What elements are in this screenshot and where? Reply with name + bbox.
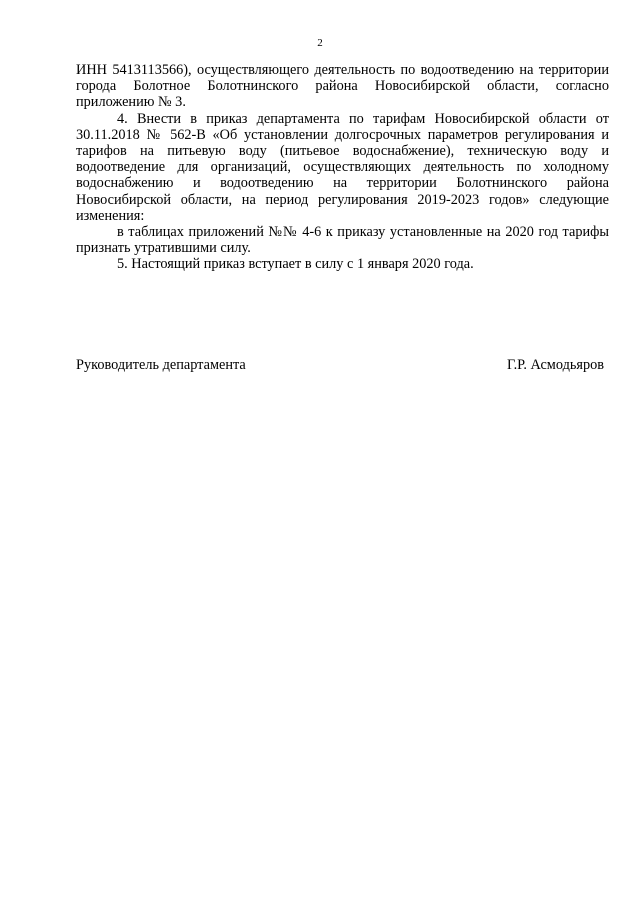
signature-block xyxy=(76,357,604,374)
signatory-position: Руководитель департамента xyxy=(76,357,246,373)
paragraph-item-4: 4. Внести в приказ департамента по тарифам Новосибирской области от 30.11.2018 № 562-В «Об установлении долгосрочных параметров регулирования и тарифов на питьевую воду (питьевое водоснабжение), техническую воду и водоотведение для организаций, осуществляющих деятельность по холодному водоснабжению и водоотведению на территории Болотнинского района Новосибирской области, на период регулирования 2019-2023 годов» следующие изменения: xyxy=(76,110,609,224)
page-number: 2 xyxy=(317,37,323,49)
paragraph-continuation: ИНН 5413113566), осуществляющего деятельность по водоотведению на территории города Болотное Болотнинского района Новосибирской области, согласно приложению № 3. xyxy=(76,62,609,111)
paragraph-item-4-change: в таблицах приложений №№ 4-6 к приказу установленные на 2020 год тарифы признать утратившими силу. xyxy=(76,224,609,257)
paragraph-item-5: 5. Настоящий приказ вступает в силу с 1 января 2020 года. xyxy=(117,256,474,273)
document-body xyxy=(76,62,609,273)
signatory-name: Г.Р. Асмодьяров xyxy=(506,357,604,373)
